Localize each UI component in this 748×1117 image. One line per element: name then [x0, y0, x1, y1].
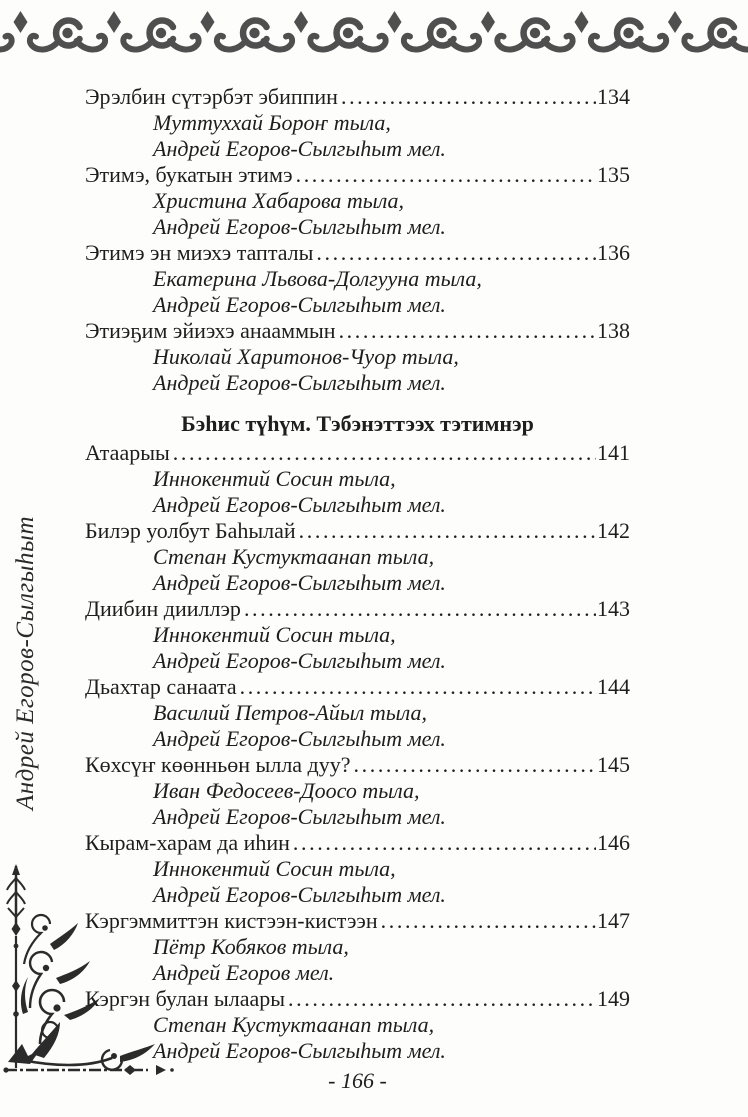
dot-leader [296, 162, 596, 188]
toc-title-line [85, 84, 630, 110]
toc-title: Атаарыы [85, 440, 170, 465]
toc-credit-lyrics: Пётр Кобяков тыла, [153, 934, 349, 959]
toc-title-line [85, 830, 630, 856]
toc-credit-melody: Андрей Егоров-Сылгыһыт мел. [153, 726, 446, 751]
dot-leader [316, 240, 596, 266]
toc-credit-lyrics: Иннокентий Сосин тыла, [153, 856, 396, 881]
toc-credit-lyrics: Иннокентий Сосин тыла, [153, 466, 396, 491]
toc-title-line [85, 596, 630, 622]
dot-leader [299, 518, 596, 544]
dot-leader [339, 318, 596, 344]
toc-page-number: 145 [597, 752, 630, 777]
dot-leader [173, 440, 596, 466]
toc-title: Этимэ, букатын этимэ [85, 162, 293, 187]
toc-credit-melody: Андрей Егоров-Сылгыһыт мел. [153, 136, 446, 161]
toc-title: Кэргэн булан ылаары [85, 986, 286, 1011]
dot-leader [354, 752, 596, 778]
toc-credit-melody: Андрей Егоров мел. [153, 960, 335, 985]
toc-credit-lyrics: Степан Кустуктаанап тыла, [153, 544, 435, 569]
toc-page-number: 147 [597, 908, 630, 933]
toc-entry [85, 986, 630, 1064]
dot-leader [293, 830, 596, 856]
toc-title-line [85, 518, 630, 544]
toc-title: Этимэ эн миэхэ тапталы [85, 240, 314, 265]
toc-credit-lyrics: Екатерина Львова-Долгууна тыла, [153, 266, 482, 291]
toc-entry [85, 596, 630, 674]
toc-content [85, 84, 630, 1094]
toc-title-line [85, 752, 630, 778]
toc-title: Билэр уолбут Баһылай [85, 518, 296, 543]
toc-page-number: 141 [597, 440, 630, 465]
toc-entry [85, 518, 630, 596]
toc-page-number: 144 [597, 674, 630, 699]
toc-page-number: 149 [597, 986, 630, 1011]
toc-page-number: 138 [597, 318, 630, 343]
toc-title: Көхсүҥ көөнньөн ылла дуу? [85, 752, 351, 777]
toc-credit-melody: Андрей Егоров-Сылгыһыт мел. [153, 370, 446, 395]
toc-page-number: 142 [597, 518, 630, 543]
dot-leader [240, 674, 596, 700]
sidebar-author-vertical-text: Андрей Егоров-Сылгыһыт [12, 515, 39, 811]
toc-credit-melody: Андрей Егоров-Сылгыһыт мел. [153, 648, 446, 673]
toc-page-number: 146 [597, 830, 630, 855]
toc-entry [85, 84, 630, 162]
toc-page-number: 135 [597, 162, 630, 187]
toc-title-line [85, 240, 630, 266]
toc-page-number: 143 [597, 596, 630, 621]
dot-leader [244, 596, 596, 622]
toc-title: Диибин дииллэр [85, 596, 241, 621]
toc-entry [85, 162, 630, 240]
toc-credit-lyrics: Муттуххай Бороҥ тыла, [153, 110, 391, 135]
page-number-footer: - 166 - [328, 1068, 387, 1093]
toc-entry [85, 674, 630, 752]
toc-title-line [85, 318, 630, 344]
toc-entry [85, 908, 630, 986]
toc-title: Этиэҕим эйиэхэ анааммын [85, 318, 336, 343]
toc-title: Кэргэммиттэн кистээн-кистээн [85, 908, 378, 933]
toc-title-line [85, 162, 630, 188]
section-heading: Бэһис түһүм. Тэбэнэттээх тэтимнэр [181, 411, 534, 436]
toc-credit-lyrics: Степан Кустуктаанап тыла, [153, 1012, 435, 1037]
toc-title-line [85, 674, 630, 700]
toc-entry [85, 752, 630, 830]
toc-credit-melody: Андрей Егоров-Сылгыһыт мел. [153, 882, 446, 907]
dot-leader [381, 908, 596, 934]
toc-credit-melody: Андрей Егоров-Сылгыһыт мел. [153, 214, 446, 239]
toc-entry [85, 830, 630, 908]
toc-credit-melody: Андрей Егоров-Сылгыһыт мел. [153, 1038, 446, 1063]
toc-credit-lyrics: Иван Федосеев-Доосо тыла, [153, 778, 420, 803]
toc-credit-melody: Андрей Егоров-Сылгыһыт мел. [153, 292, 446, 317]
toc-title: Кырам-харам да иһин [85, 830, 290, 855]
top-border-ornament [0, 8, 748, 58]
toc-entry [85, 240, 630, 318]
toc-credit-melody: Андрей Егоров-Сылгыһыт мел. [153, 570, 446, 595]
toc-title-line [85, 908, 630, 934]
toc-credit-melody: Андрей Егоров-Сылгыһыт мел. [153, 492, 446, 517]
toc-credit-lyrics: Христина Хабарова тыла, [153, 188, 405, 213]
toc-credit-melody: Андрей Егоров-Сылгыһыт мел. [153, 804, 446, 829]
toc-credit-lyrics: Василий Петров-Айыл тыла, [153, 700, 428, 725]
toc-title: Эрэлбин сүтэрбэт эбиппин [85, 84, 338, 109]
toc-entry [85, 440, 630, 518]
dot-leader [341, 84, 596, 110]
dot-leader [288, 986, 596, 1012]
toc-entry [85, 318, 630, 396]
toc-credit-lyrics: Иннокентий Сосин тыла, [153, 622, 396, 647]
toc-page-number: 134 [597, 84, 630, 109]
toc-page-number: 136 [597, 240, 630, 265]
toc-credit-lyrics: Николай Харитонов-Чуор тыла, [153, 344, 459, 369]
toc-title-line [85, 440, 630, 466]
toc-title-line [85, 986, 630, 1012]
toc-title: Дьахтар санаата [85, 674, 237, 699]
